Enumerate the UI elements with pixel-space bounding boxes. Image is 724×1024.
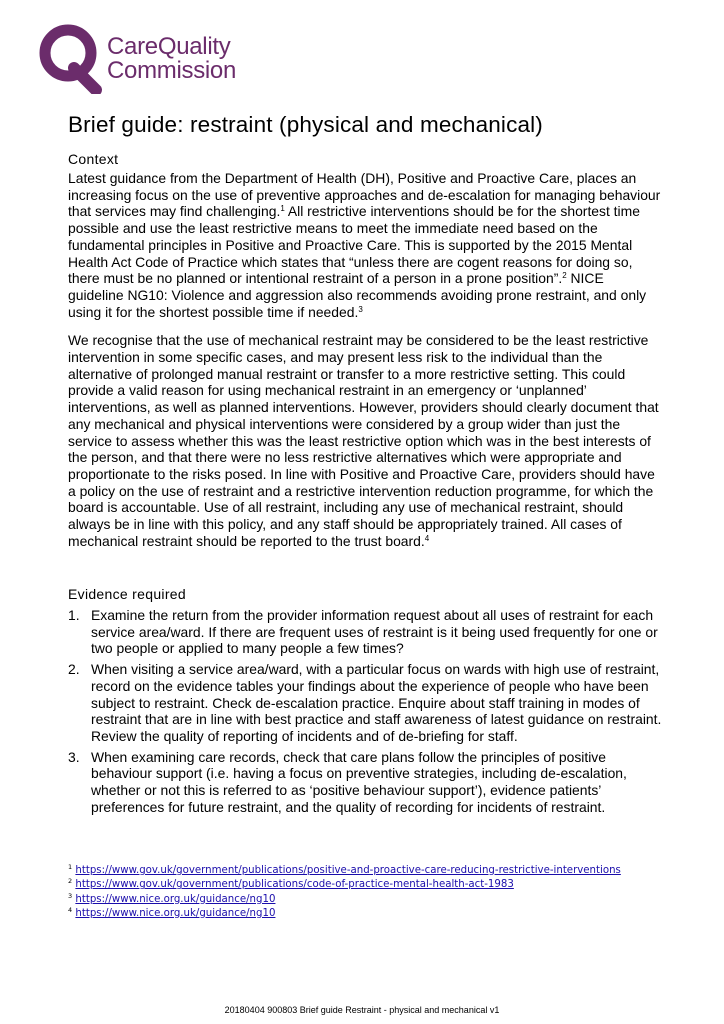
footnote [68, 893, 621, 907]
evidence-list-item [68, 661, 666, 745]
context-heading: Context [68, 151, 119, 167]
page-footer: 20180404 900803 Brief guide Restraint - physical and mechanical v1 [224, 1005, 500, 1015]
context-body [68, 170, 663, 549]
context-p1-text-b: All restrictive interventions should be for the shortest time possible and use the least restrictive means to meet the immediate need based on the fundamental principles in Positive and Proactive Care. This is supported by the 2015 Mental Health Act Code of Practice which states that “unless there are cogent reasons for doing so, there must be no planned or intentional restraint of a person in a prone position”. [68, 203, 640, 287]
footnote [68, 907, 621, 921]
context-p1-text-c: NICE guideline NG10: Violence and aggression also recommends avoiding prone restraint, and only using it for the shortest possible time if needed. [68, 270, 647, 320]
context-paragraph-2 [68, 332, 663, 549]
context-p2-text: We recognise that the use of mechanical restraint may be considered to be the least restrictive intervention in some specific cases, and may present less risk to the individual than the alternative of prolonged manual restraint or transfer to a more restrictive setting. This could provide a valid reason for using mechanical restraint in an emergency or ‘unplanned’ interventions, as well as planned interventions. However, providers should clearly document that any mechanical and physical interventions were considered by a group wider than just the service to assess whether this was the least restrictive option which was in the best interests of the person, and that there were no less restrictive alternatives which were appropriate and proportionate to the risks posed. In line with Positive and Proactive Care, providers should have a policy on the use of restraint and a restrictive intervention reduction programme, for which the board is accountable. Use of all restraint, including any use of mechanical restraint, should always be in line with this policy, and any staff should be appropriately trained. All cases of mechanical restraint should be reported to the trust board. [68, 332, 659, 549]
evidence-list-item [68, 749, 666, 816]
footnote-number: 4 [68, 905, 73, 914]
logo-line-2: Commission [107, 57, 237, 84]
logo-wordmark [107, 35, 236, 83]
evidence-list-item [68, 607, 666, 657]
evidence-list [68, 607, 666, 819]
evidence-heading: Evidence required [68, 586, 186, 602]
footnote-number: 3 [68, 891, 73, 900]
list-number: 3. [68, 748, 80, 765]
footnotes [68, 864, 621, 921]
footnote-link[interactable]: https://www.gov.uk/government/publications/positive-and-proactive-care-reducing-restrictive-interventions [75, 865, 621, 876]
page-title: Brief guide: restraint (physical and mechanical) [68, 112, 543, 137]
footnote-number: 1 [68, 863, 73, 871]
list-number: 1. [68, 607, 80, 623]
footnote-ref-4[interactable]: 4 [424, 533, 430, 543]
footnote-ref-2[interactable]: 2 [562, 271, 567, 281]
list-number: 2. [68, 661, 80, 678]
list-item-text: When examining care records, check that care plans follow the principles of positive behaviour support (i.e. having a focus on preventive strategies, including de-escalation, whether or not this is referred to as ‘positive behaviour support’), evidence patients’ preferences for future restraint, and the quality of recording for incidents of restraint. [91, 748, 627, 815]
cqc-q-logo-icon [38, 22, 104, 94]
list-item-text: When visiting a service area/ward, with a particular focus on wards with high use of restraint, record on the evidence tables your findings about the experience of people who have been subject to restraint. Check de-escalation practice. Enquire about staff training in modes of restraint that are in line with best practice and staff awareness of latest guidance on restraint. Review the quality of reporting of incidents and of de-briefing for staff. [91, 661, 662, 744]
footnote-link[interactable]: https://www.gov.uk/government/publications/code-of-practice-mental-health-act-1983 [75, 879, 514, 891]
footnote-ref-3[interactable]: 3 [358, 304, 363, 314]
logo-line-1: CareQuality [107, 33, 231, 60]
footnote-link[interactable]: https://www.nice.org.uk/guidance/ng10 [75, 907, 276, 919]
cqc-logo [38, 22, 258, 94]
context-p1-text-a: Latest guidance from the Department of Health (DH), Positive and Proactive Care, places an increasing focus on the use of preventive approaches and de-escalation for managing behaviour that services may find challenging. [68, 170, 661, 220]
context-paragraph-1 [68, 170, 663, 320]
list-item-text: Examine the return from the provider information request about all uses of restraint for each service area/ward. If there are frequent uses of restraint is it being used frequently for one or two people or applied to many people a few times? [91, 607, 658, 657]
footnote-link[interactable]: https://www.nice.org.uk/guidance/ng10 [75, 893, 276, 905]
footnote [68, 864, 621, 878]
footnote [68, 878, 621, 892]
footnote-ref-1[interactable]: 1 [280, 204, 285, 214]
footnote-number: 2 [68, 877, 73, 886]
